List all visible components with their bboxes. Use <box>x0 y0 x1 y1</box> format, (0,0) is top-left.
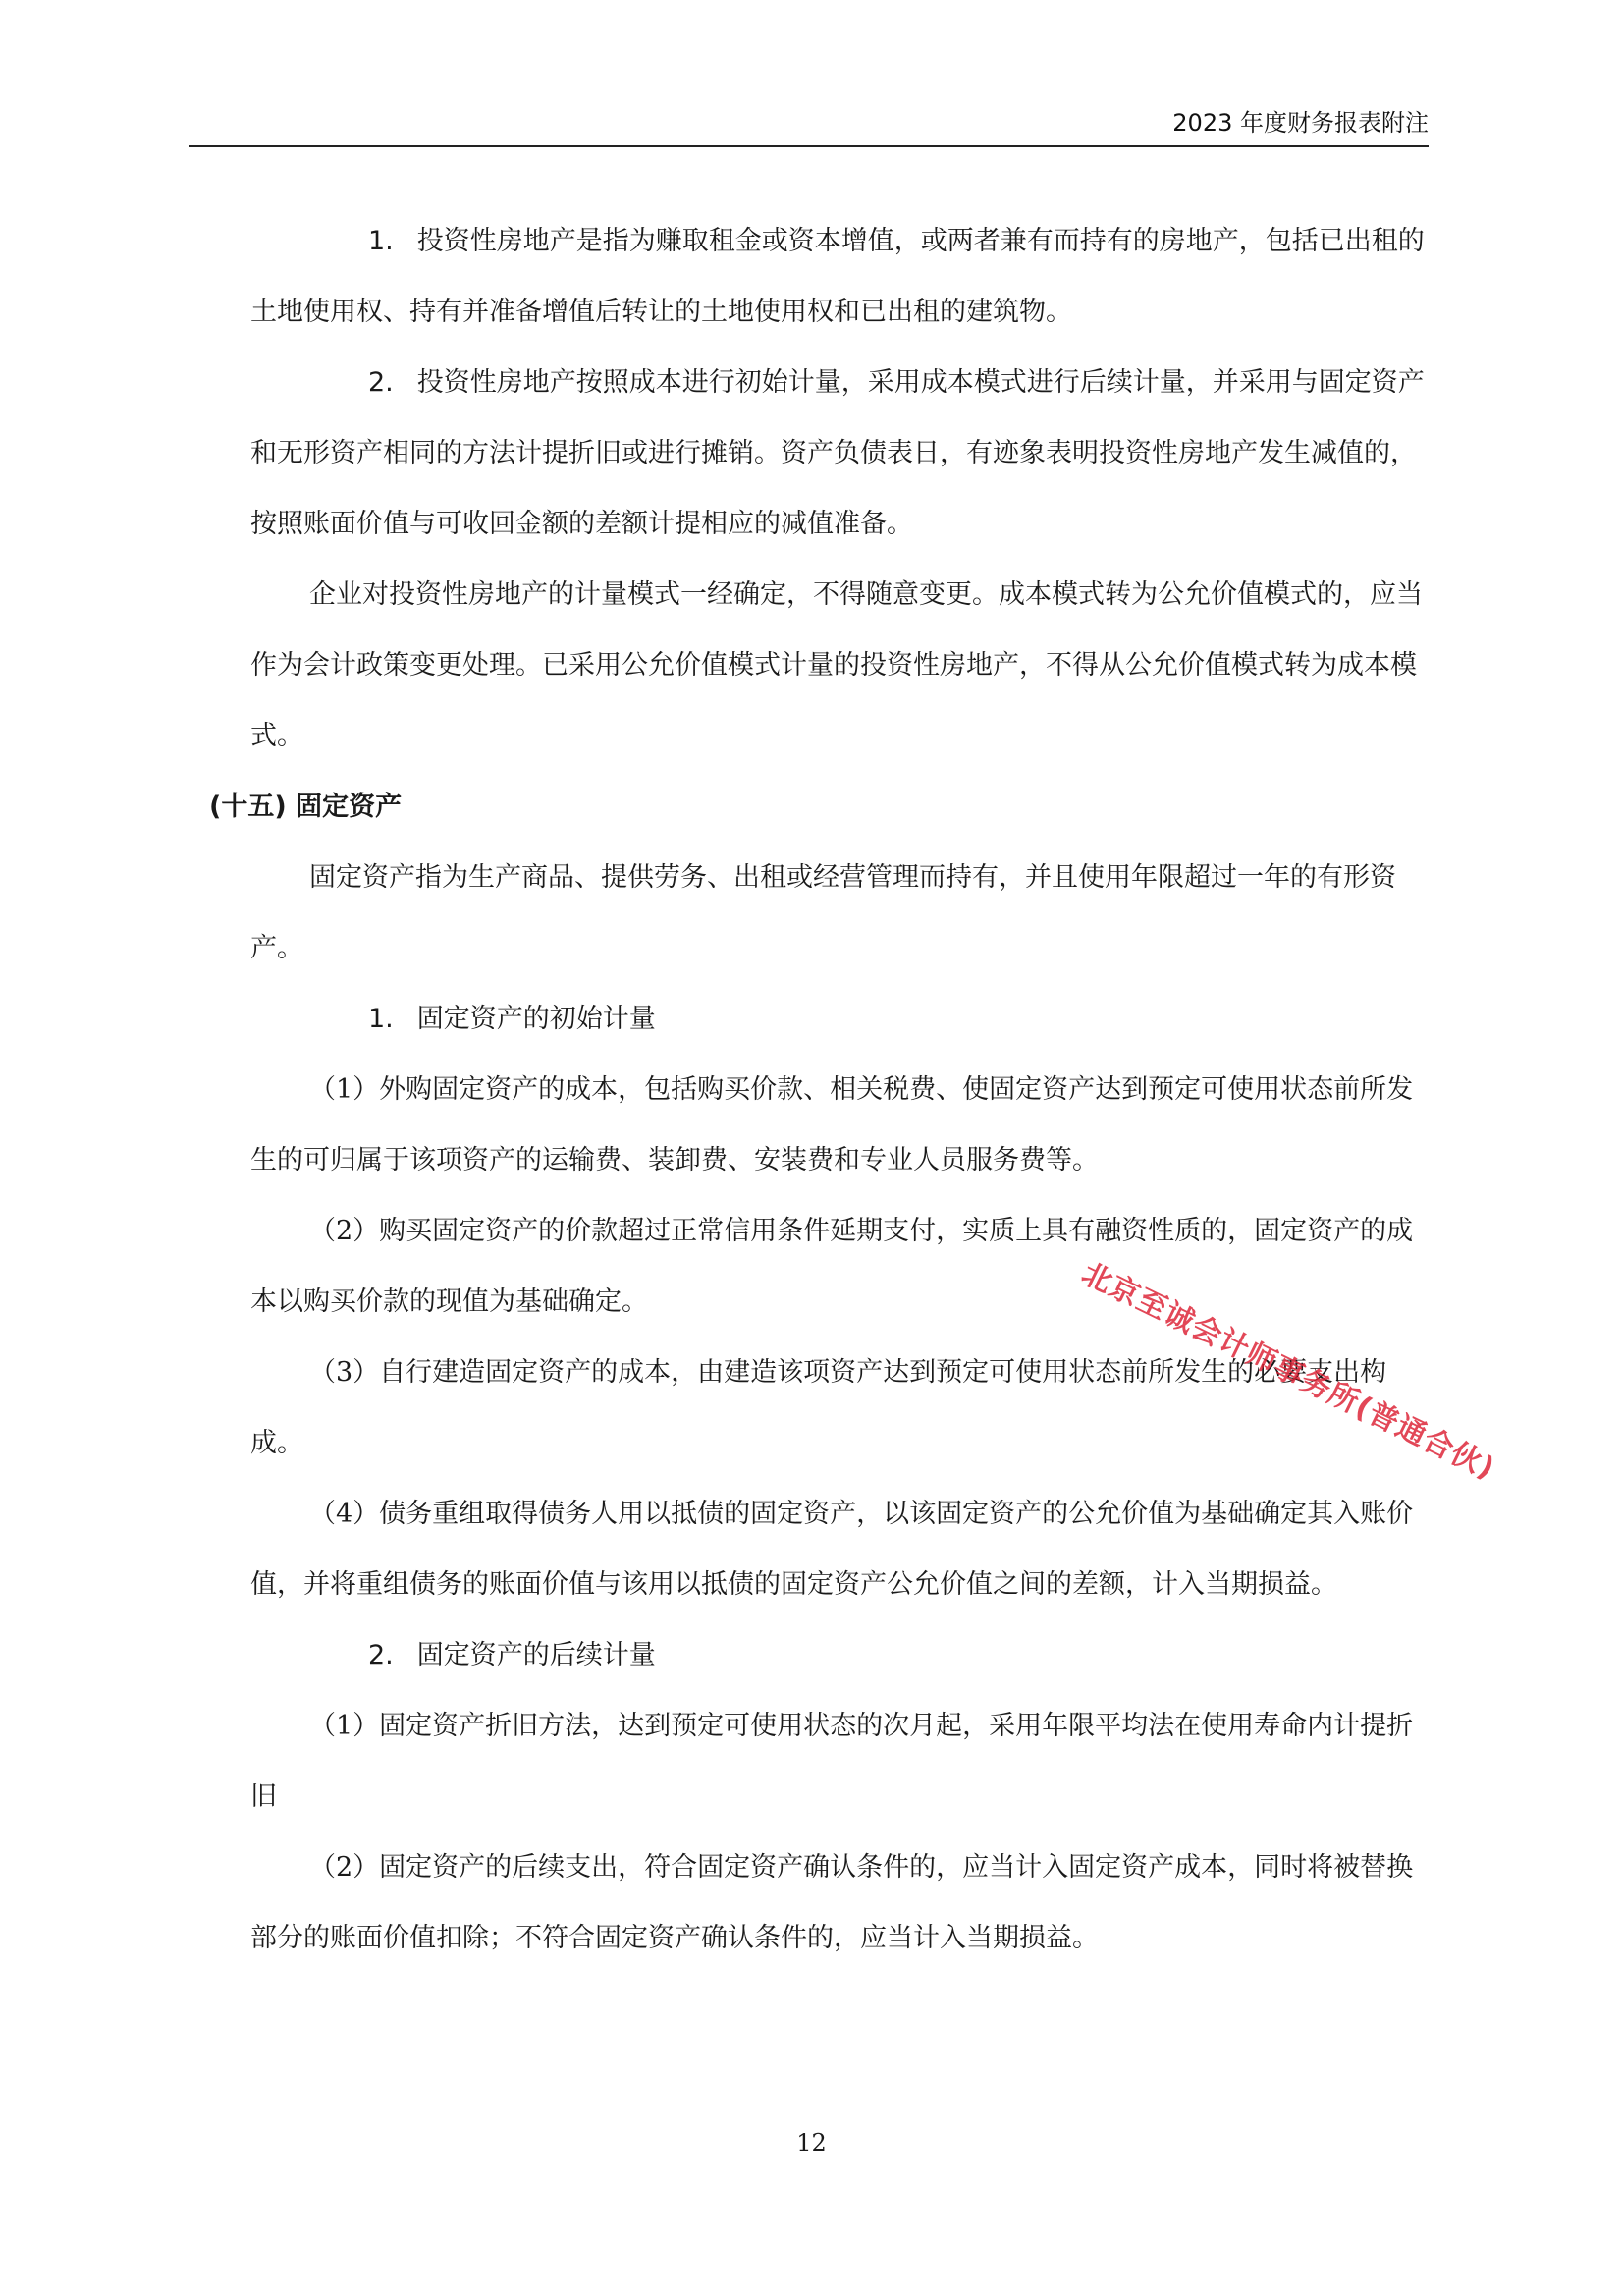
paragraph-2 <box>250 348 1429 560</box>
paragraph-6: （2）购买固定资产的价款超过正常信用条件延期支付，实质上具有融资性质的，固定资产的成本以购买价款的现值为基础确定。 <box>250 1216 1414 1317</box>
paragraph-9: （1）固定资产折旧方法，达到预定可使用状态的次月起，采用年限平均法在使用寿命内计提折旧 <box>250 1711 1414 1812</box>
document-body <box>209 206 1429 1974</box>
paragraph-text: 投资性房地产是指为赚取租金或资本增值，或两者兼有而持有的房地产，包括已出租的土地使用权、持有并准备增值后转让的土地使用权和已出租的建筑物。 <box>250 226 1425 327</box>
subheading-text: 固定资产的后续计量 <box>416 1640 656 1670</box>
firm-seal-stamp: 北京至诚会计师事务所(普通合伙) <box>1076 1256 1501 1487</box>
section-title: (十五) 固定资产 <box>209 792 403 822</box>
item-number: 2. <box>368 367 394 398</box>
paragraph-text: 投资性房地产按照成本进行初始计量，采用成本模式进行后续计量，并采用与固定资产和无形资产相同的方法计提折旧或进行摊销。资产负债表日，有迹象表明投资性房地产发生减值的，按照账面价值与可收回金额的差额计提相应的减值准备。 <box>250 367 1425 539</box>
page-number: 12 <box>796 2129 827 2157</box>
paragraph-3: 企业对投资性房地产的计量模式一经确定，不得随意变更。成本模式转为公允价值模式的，应当作为会计政策变更处理。已采用公允价值模式计量的投资性房地产，不得从公允价值模式转为成本模式。 <box>250 579 1423 751</box>
section-heading <box>209 772 1429 843</box>
paragraph-8: （4）债务重组取得债务人用以抵债的固定资产，以该固定资产的公允价值为基础确定其入账价值，并将重组债务的账面价值与该用以抵债的固定资产公允价值之间的差额，计入当期损益。 <box>250 1499 1414 1600</box>
page-header <box>189 98 1429 147</box>
paragraph-1 <box>250 206 1429 348</box>
header-title: 2023 年度财务报表附注 <box>1172 109 1429 137</box>
paragraph-5: （1）外购固定资产的成本，包括购买价款、相关税费、使固定资产达到预定可使用状态前所发生的可归属于该项资产的运输费、装卸费、安装费和专业人员服务费等。 <box>250 1074 1414 1175</box>
paragraph-10: （2）固定资产的后续支出，符合固定资产确认条件的，应当计入固定资产成本，同时将被替换部分的账面价值扣除；不符合固定资产确认条件的，应当计入当期损益。 <box>250 1852 1414 1953</box>
paragraph-4: 固定资产指为生产商品、提供劳务、出租或经营管理而持有，并且使用年限超过一年的有形资产。 <box>250 862 1396 963</box>
item-number: 1. <box>368 1004 394 1034</box>
item-number: 1. <box>368 226 394 256</box>
subheading-text: 固定资产的初始计量 <box>416 1004 656 1034</box>
item-number: 2. <box>368 1640 394 1670</box>
subheading-1 <box>250 984 1429 1055</box>
subheading-2 <box>250 1620 1429 1691</box>
paragraph-7: （3）自行建造固定资产的成本，由建造该项资产达到预定可使用状态前所发生的必要支出构成。 <box>250 1357 1387 1458</box>
